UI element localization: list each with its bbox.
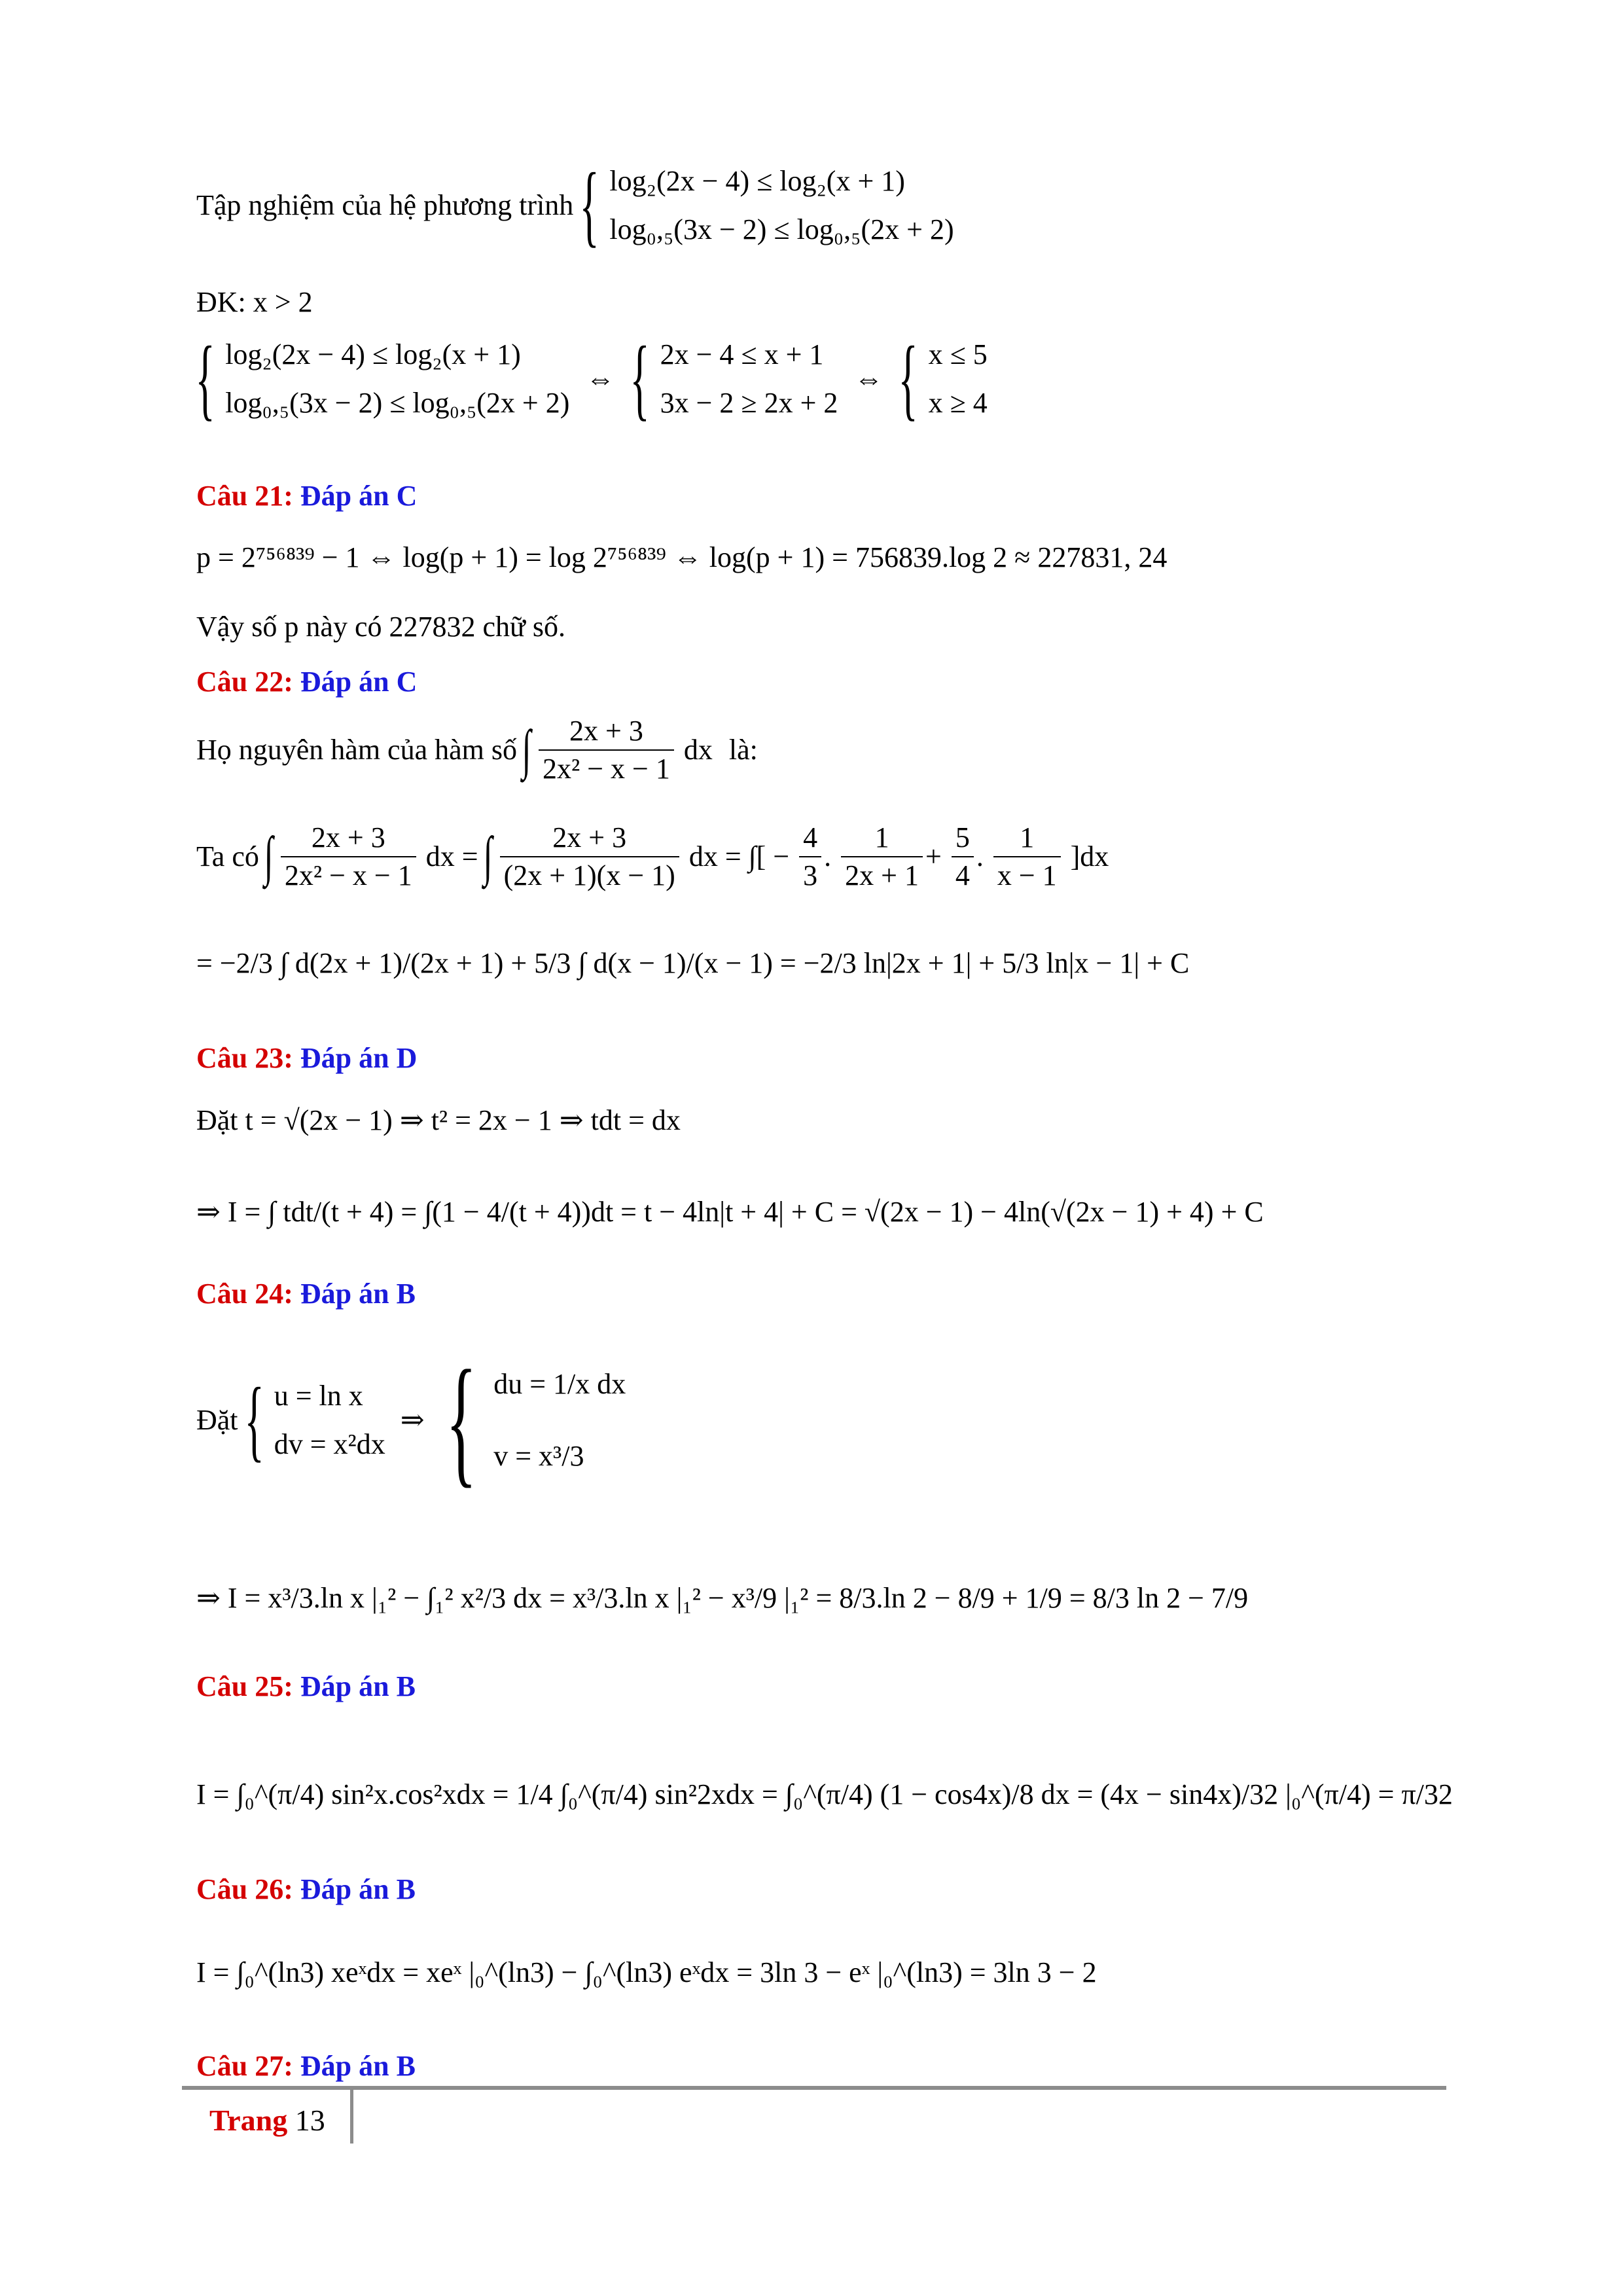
q24-dat: Đặt: [196, 1404, 238, 1436]
integral-sign: ∫: [264, 826, 274, 887]
equiv-symbol: ⇔: [854, 363, 883, 395]
q22-frac-b: [500, 823, 679, 890]
solve-r2: x ≥ 4: [928, 387, 988, 419]
q27-label: Câu 27:: [196, 2050, 293, 2082]
intro-text: Tập nghiệm của hệ phương trình: [196, 189, 574, 221]
q24-substitution: Đặt { u = ln x dv = x²dx ⇒ { du = 1/x dx v = x³/3: [196, 1340, 626, 1500]
dx: dx: [425, 840, 455, 872]
frac-den: (2x + 1)(x − 1): [503, 859, 675, 891]
q26-equation: I = ∫₀^(ln3) xeˣdx = xeˣ |₀^(ln3) − ∫₀^(ln3) eˣdx = 3ln 3 − eˣ |₀^(ln3) = 3ln 3 − 2: [196, 1956, 1097, 1988]
q26-answer: Đáp án B: [300, 1873, 416, 1905]
q22-fraction: [539, 717, 674, 783]
q22-intro-text: Họ nguyên hàm của hàm số: [196, 734, 517, 766]
page-number: 13: [294, 2104, 325, 2137]
intro-system: [609, 157, 954, 254]
solve-sys-mid: [660, 331, 838, 427]
footer-rule: [182, 2086, 1446, 2090]
solve-line: [195, 328, 988, 429]
q23-answer: Đáp án D: [300, 1042, 418, 1074]
q22-line2: Ta có ∫ $\frac{2x + 3}{\text{2x² − x − 1}}$ dx = ∫ $\frac{2x + 3}{(2x + 1)(x - 1)}$ dx = ∫[ − $\frac{4}{3}$ . $\frac{1}{2x + 1}$ + $\frac{5}{4}$ . $\frac{1}{x - 1}$ ]dx: [196, 821, 1109, 891]
solve-l2: log₀,₅(3x − 2) ≤ log₀,₅(2x + 2): [225, 387, 570, 419]
q24-answer: Đáp án B: [300, 1278, 416, 1310]
frac-num: 2x + 3: [281, 823, 416, 857]
equiv-symbol: ⇔: [586, 363, 615, 395]
q21-heading: [196, 482, 417, 511]
dx: dx: [688, 840, 718, 872]
intro-line: [196, 154, 954, 256]
left-brace: {: [630, 328, 651, 429]
condition: ĐK: x > 2: [196, 286, 313, 318]
q22-intro-end: là:: [728, 734, 758, 766]
q22-heading: [196, 668, 417, 696]
q24-dv: dv = x²dx: [274, 1428, 385, 1460]
q26-heading: [196, 1875, 416, 1904]
q27-answer: Đáp án B: [300, 2050, 416, 2082]
solve-l1: log₂(2x − 4) ≤ log₂(x + 1): [225, 338, 521, 370]
q24-sys-right: [493, 1348, 626, 1492]
q26-label: Câu 26:: [196, 1873, 293, 1905]
left-brace: {: [579, 154, 599, 256]
integral-sign: ∫: [522, 719, 531, 780]
left-brace: {: [195, 328, 215, 429]
solve-m1: 2x − 4 ≤ x + 1: [660, 338, 824, 370]
q24-result: ⇒ I = x³/3.ln x |₁² − ∫₁² x²/3 dx = x³/3.ln x |₁² − x³/9 |₁² = 8/3.ln 2 − 8/9 + 1/9 = 8/3 ln 2 − 7/9: [196, 1582, 1249, 1614]
intro-sys-1: log₂(2x − 4) ≤ log₂(x + 1): [609, 165, 905, 197]
q25-equation: I = ∫₀^(π/4) sin²x.cos²xdx = 1/4 ∫₀^(π/4) sin²2xdx = ∫₀^(π/4) (1 − cos4x)/8 dx = (4x − sin4x)/32 |₀^(π/4) = π/32: [196, 1778, 1453, 1810]
q22-answer: Đáp án C: [300, 666, 418, 698]
q24-label: Câu 24:: [196, 1278, 293, 1310]
q23-label: Câu 23:: [196, 1042, 293, 1074]
q24-v: v = x³/3: [493, 1440, 584, 1472]
solve-sys-left: [225, 331, 569, 427]
dx: dx: [683, 734, 713, 766]
q27-heading: [196, 2052, 416, 2081]
q24-heading: [196, 1280, 416, 1308]
frac-num: 2x + 3: [500, 823, 679, 857]
q25-label: Câu 25:: [196, 1670, 293, 1702]
intro-sys-2: log₀,₅(3x − 2) ≤ log₀,₅(2x + 2): [609, 213, 954, 245]
q21-label: Câu 21:: [196, 480, 293, 512]
q22-line3: = −2/3 ∫ d(2x + 1)/(2x + 1) + 5/3 ∫ d(x − 1)/(x − 1) = −2/3 ln|2x + 1| + 5/3 ln|x − 1| + C: [196, 947, 1190, 979]
q23-line1: Đặt t = √(2x − 1) ⇒ t² = 2x − 1 ⇒ tdt = dx: [196, 1104, 681, 1136]
solve-m2: 3x − 2 ≥ 2x + 2: [660, 387, 838, 419]
q22-frac-a: [281, 823, 416, 890]
q23-heading: [196, 1044, 417, 1073]
frac-num: 2x + 3: [539, 717, 674, 751]
q22-intro: [196, 717, 758, 783]
q25-heading: [196, 1672, 416, 1701]
q21-equation: p = 2⁷⁵⁶⁸³⁹ − 1 ⇔ log(p + 1) = log 2⁷⁵⁶⁸³⁹ ⇔ log(p + 1) = 756839.log 2 ≈ 227831, 24: [196, 541, 1168, 573]
q22-taco: Ta có: [196, 840, 259, 872]
integral-sign: ∫: [483, 826, 492, 887]
q25-answer: Đáp án B: [300, 1670, 416, 1702]
left-brace: {: [244, 1369, 264, 1471]
q21-answer: Đáp án C: [300, 480, 418, 512]
q24-u: u = ln x: [274, 1380, 363, 1412]
left-brace: {: [898, 328, 919, 429]
footer-word: Trang: [209, 2104, 288, 2137]
footer-divider: [350, 2086, 353, 2144]
q21-conclusion: Vậy số p này có 227832 chữ số.: [196, 611, 565, 643]
q24-du: du = 1/x dx: [493, 1368, 626, 1400]
left-brace: {: [445, 1340, 477, 1500]
frac-den: 2x² − x − 1: [284, 859, 412, 891]
solve-sys-right: [929, 331, 988, 427]
q23-line2: ⇒ I = ∫ tdt/(t + 4) = ∫(1 − 4/(t + 4))dt = t − 4ln|t + 4| + C = √(2x − 1) − 4ln(√(2x − 1) + 4) + C: [196, 1196, 1264, 1228]
solve-r1: x ≤ 5: [928, 338, 988, 370]
page-footer: [209, 2103, 325, 2138]
frac-den: 2x² − x − 1: [543, 753, 670, 785]
q24-sys-left: [274, 1372, 385, 1469]
q22-label: Câu 22:: [196, 666, 293, 698]
